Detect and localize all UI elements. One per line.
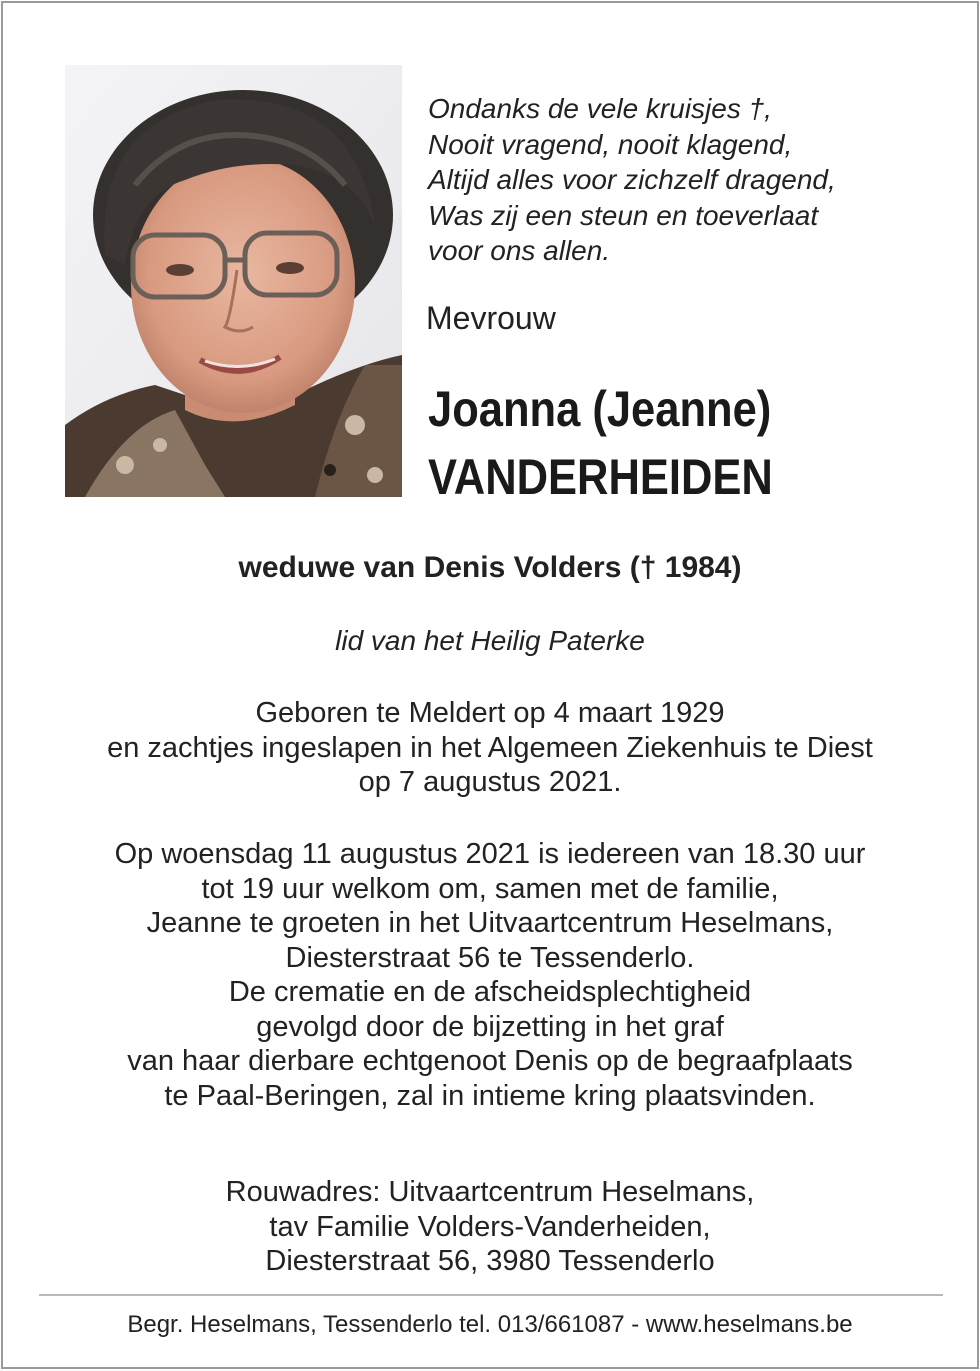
- poem: [428, 91, 948, 269]
- text-line: te Paal-Beringen, zal in intieme kring plaatsvinden.: [164, 1079, 816, 1112]
- text-line: Geboren te Meldert op 4 maart 1929: [255, 697, 725, 729]
- honorific: Mevrouw: [426, 300, 556, 336]
- first-name: Joanna (Jeanne): [428, 381, 772, 437]
- text-line: Op woensdag 11 augustus 2021 is iedereen van 18.30 uur: [114, 838, 866, 870]
- deceased-name: [428, 375, 898, 511]
- funeral-home-footer: Begr. Heselmans, Tessenderlo tel. 013/661087 - www.heselmans.be: [127, 1311, 853, 1338]
- poem-line: Ondanks de vele kruisjes †,: [428, 93, 772, 124]
- text-line: Diesterstraat 56, 3980 Tessenderlo: [265, 1245, 715, 1277]
- poem-line: Nooit vragend, nooit klagend,: [428, 128, 793, 160]
- portrait-photo: [65, 65, 402, 497]
- text-line: Rouwadres: Uitvaartcentrum Heselmans,: [225, 1176, 755, 1208]
- text-line: en zachtjes ingeslapen in het Algemeen Ziekenhuis te Diest: [107, 731, 873, 764]
- membership: lid van het Heilig Paterke: [335, 625, 645, 656]
- text-line: Diesterstraat 56 te Tessenderlo.: [285, 941, 695, 974]
- text-line: tot 19 uur welkom om, samen met de familie,: [201, 872, 779, 905]
- text-line: Jeanne te groeten in het Uitvaartcentrum Heselmans,: [146, 907, 834, 939]
- text-line: van haar dierbare echtgenoot Denis op de begraafplaats: [127, 1045, 853, 1077]
- text-line: tav Familie Volders-Vanderheiden,: [269, 1210, 711, 1243]
- poem-line: Altijd alles voor zichzelf dragend,: [428, 164, 836, 195]
- birth-death-details: [3, 696, 977, 800]
- service-details: [3, 837, 977, 1113]
- poem-line: Was zij een steun en toeverlaat: [428, 199, 819, 231]
- divider: [39, 1294, 943, 1296]
- text-line: De crematie en de afscheidsplechtigheid: [228, 976, 752, 1008]
- poem-line: voor ons allen.: [428, 235, 611, 266]
- text-line: op 7 augustus 2021.: [358, 766, 622, 798]
- text-line: gevolgd door de bijzetting in het graf: [256, 1010, 724, 1043]
- last-name: VANDERHEIDEN: [428, 449, 773, 505]
- obituary-card: [1, 1, 979, 1369]
- widow-of: weduwe van Denis Volders († 1984): [238, 551, 742, 584]
- mourning-address: [3, 1175, 977, 1279]
